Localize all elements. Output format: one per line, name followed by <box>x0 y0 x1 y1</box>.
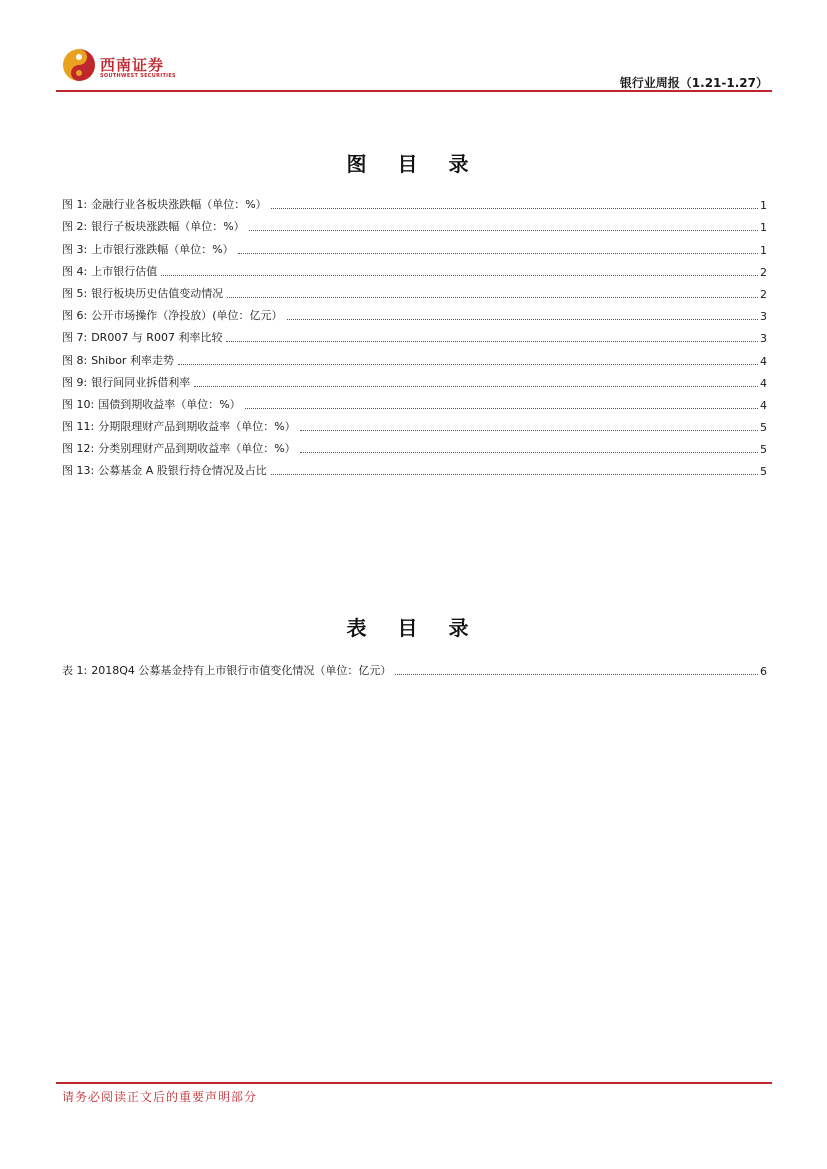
figure-toc-entry[interactable] <box>62 212 767 234</box>
logo-english-name: SOUTHWEST SECURITIES <box>100 73 176 79</box>
toc-entry-label: 图 2: <box>62 220 88 234</box>
figure-toc-entry[interactable] <box>62 390 767 412</box>
toc-entry-text: 公募基金 A 股银行持仓情况及占比 <box>98 464 267 478</box>
header-divider <box>56 90 772 92</box>
toc-entry-label: 图 11: <box>62 420 95 434</box>
toc-leader-dots <box>227 296 758 298</box>
toc-leader-dots <box>300 429 758 431</box>
footer-disclaimer: 请务必阅读正文后的重要声明部分 <box>62 1090 258 1104</box>
toc-entry-label: 表 1: <box>62 664 88 678</box>
toc-entry-label: 图 13: <box>62 464 95 478</box>
toc-entry-label: 图 9: <box>62 375 88 389</box>
toc-leader-dots <box>300 451 758 453</box>
toc-entry-label: 图 3: <box>62 242 88 256</box>
toc-entry-page: 4 <box>760 376 767 390</box>
toc-leader-dots <box>178 363 758 365</box>
report-title: 银行业周报（1.21-1.27） <box>619 76 768 90</box>
logo-chinese-name: 西南证券 <box>100 56 165 74</box>
toc-entry-text: DR007 与 R007 利率比较 <box>91 331 223 345</box>
toc-leader-dots <box>245 407 758 409</box>
toc-entry-label: 图 4: <box>62 264 88 278</box>
toc-entry-label: 图 10: <box>62 397 95 411</box>
figure-toc-entry[interactable] <box>62 456 767 478</box>
toc-entry-text: 分类别理财产品到期收益率（单位：%） <box>98 442 296 456</box>
southwest-securities-logo-icon <box>62 48 96 82</box>
page-header <box>56 46 772 92</box>
table-toc-entry[interactable] <box>62 656 767 678</box>
toc-entry-label: 图 1: <box>62 198 88 212</box>
toc-leader-dots <box>238 252 758 254</box>
toc-entry-text: 银行板块历史估值变动情况 <box>91 286 224 300</box>
toc-entry-label: 图 5: <box>62 286 88 300</box>
toc-entry-page: 4 <box>760 354 767 368</box>
toc-entry-page: 1 <box>760 221 767 235</box>
toc-entry-page: 6 <box>760 665 767 679</box>
toc-entry-text: Shibor 利率走势 <box>91 353 174 367</box>
toc-entry-label: 图 6: <box>62 309 88 323</box>
toc-leader-dots <box>249 229 758 231</box>
toc-entry-page: 4 <box>760 398 767 412</box>
toc-entry-text: 公开市场操作（净投放）(单位：亿元） <box>91 309 283 323</box>
toc-entry-page: 5 <box>760 443 767 457</box>
figure-toc-entry[interactable] <box>62 368 767 390</box>
toc-entry-text: 上市银行涨跌幅（单位：%） <box>91 242 234 256</box>
toc-entry-label: 图 7: <box>62 331 88 345</box>
toc-entry-text: 银行子板块涨跌幅（单位：%） <box>91 220 245 234</box>
toc-entry-page: 3 <box>760 310 767 324</box>
toc-leader-dots <box>287 318 759 320</box>
figure-toc-entry[interactable] <box>62 434 767 456</box>
toc-entry-label: 图 12: <box>62 442 95 456</box>
figure-toc-entry[interactable] <box>62 190 767 212</box>
toc-leader-dots <box>271 473 758 475</box>
footer-divider <box>56 1082 772 1084</box>
toc-entry-page: 1 <box>760 243 767 257</box>
tables-toc-title: 表 目 录 <box>346 616 481 640</box>
figures-toc-list <box>62 190 767 478</box>
figure-toc-entry[interactable] <box>62 412 767 434</box>
toc-leader-dots <box>395 673 758 675</box>
figure-toc-entry[interactable] <box>62 234 767 256</box>
toc-entry-text: 金融行业各板块涨跌幅（单位：%） <box>91 198 267 212</box>
tables-toc-list <box>62 656 767 678</box>
figure-toc-entry[interactable] <box>62 345 767 367</box>
toc-entry-text: 国债到期收益率（单位：%） <box>98 397 241 411</box>
figure-toc-entry[interactable] <box>62 257 767 279</box>
toc-entry-text: 分期限理财产品到期收益率（单位：%） <box>98 420 296 434</box>
toc-leader-dots <box>271 207 758 209</box>
toc-entry-text: 2018Q4 公募基金持有上市银行市值变化情况（单位：亿元） <box>91 664 392 678</box>
toc-entry-page: 2 <box>760 265 767 279</box>
toc-entry-page: 5 <box>760 465 767 479</box>
toc-entry-page: 3 <box>760 332 767 346</box>
figure-toc-entry[interactable] <box>62 301 767 323</box>
toc-entry-page: 2 <box>760 287 767 301</box>
figures-toc-title: 图 目 录 <box>346 152 481 176</box>
toc-leader-dots <box>161 274 758 276</box>
figure-toc-entry[interactable] <box>62 323 767 345</box>
toc-leader-dots <box>194 385 758 387</box>
figure-toc-entry[interactable] <box>62 279 767 301</box>
toc-entry-label: 图 8: <box>62 353 88 367</box>
toc-entry-page: 5 <box>760 421 767 435</box>
toc-leader-dots <box>226 340 758 342</box>
toc-entry-text: 上市银行估值 <box>91 264 158 278</box>
toc-entry-page: 1 <box>760 199 767 213</box>
toc-entry-text: 银行间同业拆借利率 <box>91 375 191 389</box>
